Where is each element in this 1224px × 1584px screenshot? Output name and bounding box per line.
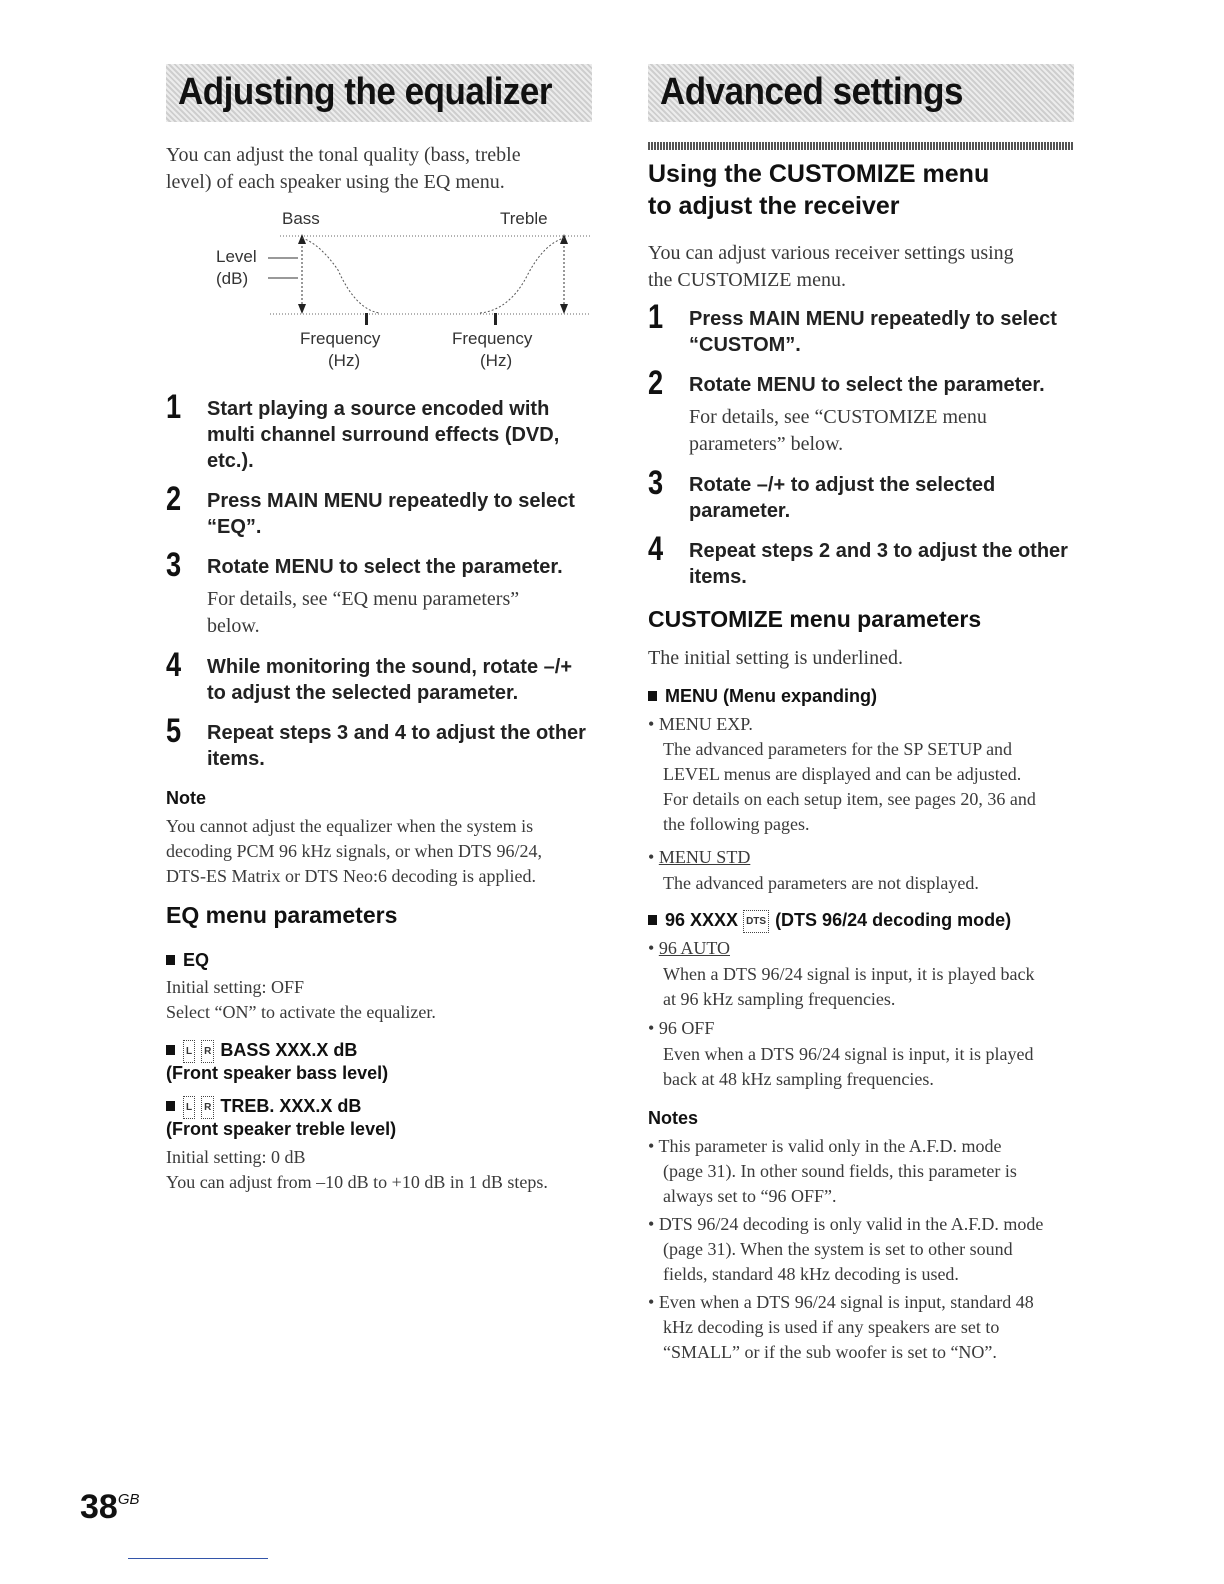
hz-label-2: (Hz) xyxy=(480,351,513,370)
speaker-l-indicator-icon: L xyxy=(183,1096,195,1119)
treble-freq-marker xyxy=(494,313,497,325)
section-banner-equalizer xyxy=(166,64,592,122)
bass-curve xyxy=(302,238,380,313)
level-label: Level xyxy=(216,247,257,266)
bass-freq-marker xyxy=(365,313,368,325)
treble-param-desc: Initial setting: 0 dB You can adjust from –10 dB to +10 dB in 1 dB steps. xyxy=(166,1147,548,1192)
banner-title: Advanced settings xyxy=(660,71,964,113)
step-number: 4 xyxy=(648,530,664,568)
section-banner-advanced xyxy=(648,64,1074,122)
step-number: 5 xyxy=(166,712,182,750)
bullet-square-icon xyxy=(648,691,657,701)
step-number: 3 xyxy=(166,546,182,584)
dotted-rule xyxy=(648,142,1074,150)
speaker-r-indicator-icon: R xyxy=(201,1096,214,1119)
treble-label: Treble xyxy=(500,209,548,228)
step-text: Press MAIN MENU repeatedly to select “EQ”. xyxy=(207,490,575,538)
step-text: Start playing a source encoded with multi channel surround effects (DVD, etc.). xyxy=(207,398,560,472)
note-item: • DTS 96/24 decoding is only valid in the A.F.D. mode (page 31). When the system is set to other sound fields, standard 48 kHz decoding is used. xyxy=(648,1214,1044,1284)
speaker-l-indicator-icon: L xyxy=(183,1040,195,1063)
menu-option-2: • MENU STD xyxy=(648,847,751,867)
step-description: For details, see “EQ menu parameters” below. xyxy=(207,588,520,637)
step-number: 2 xyxy=(648,364,664,402)
step-number: 1 xyxy=(648,298,664,336)
treble-curve xyxy=(480,238,564,313)
dts-option-2: • 96 OFF xyxy=(648,1018,715,1038)
menu-option-2-desc: The advanced parameters are not displayed. xyxy=(663,873,979,893)
note-text: You cannot adjust the equalizer when the system is decoding PCM 96 kHz signals, or when DTS 96/24, DTS-ES Matrix or DTS Neo:6 decoding is applied. xyxy=(166,816,542,886)
eq-curve-diagram xyxy=(210,200,600,376)
note-title: Note xyxy=(166,788,206,808)
footer-rule xyxy=(128,1558,268,1559)
db-label: (dB) xyxy=(216,269,249,288)
bass-param-title: L R BASS XXX.X dB (Front speaker bass level) xyxy=(166,1040,389,1083)
banner-title: Adjusting the equalizer xyxy=(178,71,553,113)
step-description: For details, see “CUSTOMIZE menu parameters” below. xyxy=(689,406,987,455)
frequency-label-2: Frequency xyxy=(452,329,533,348)
bullet-square-icon xyxy=(166,1045,175,1055)
menu-option-1: • MENU EXP. xyxy=(648,714,753,734)
arrow-down-icon xyxy=(298,304,306,314)
menu-param-title: MENU (Menu expanding) xyxy=(648,686,877,707)
note-item: • Even when a DTS 96/24 signal is input, standard 48 kHz decoding is used if any speakers are set to “SMALL” or if the sub woofer is set to “NO”. xyxy=(648,1292,1034,1362)
page-number: $38^{GB}$ xyxy=(80,1488,140,1526)
notes-title: Notes xyxy=(648,1108,699,1128)
params-intro: The initial setting is underlined. xyxy=(648,647,903,669)
step-text: Rotate –/+ to adjust the selected parameter. xyxy=(689,474,996,522)
menu-option-1-desc: The advanced parameters for the SP SETUP and LEVEL menus are displayed and can be adjusted. For details on each setup item, see pages 20, 36 and the following pages. xyxy=(663,739,1036,834)
bullet-square-icon xyxy=(648,915,657,925)
step-number: 4 xyxy=(166,646,182,684)
dts-param-title: 96 XXXX DTS (DTS 96/24 decoding mode) xyxy=(648,910,1011,933)
step-number: 2 xyxy=(166,480,182,518)
step-text: While monitoring the sound, rotate –/+ to adjust the selected parameter. xyxy=(207,656,573,704)
step-number: 1 xyxy=(166,388,182,426)
intro-text: You can adjust the tonal quality (bass, treble level) of each speaker using the EQ menu. xyxy=(166,144,521,193)
eq-param-title: EQ xyxy=(166,950,209,971)
bullet-square-icon xyxy=(166,955,175,965)
customize-intro: You can adjust various receiver settings using the CUSTOMIZE menu. xyxy=(648,242,1014,291)
dts-option-2-desc: Even when a DTS 96/24 signal is input, it is played back at 48 kHz sampling frequencies. xyxy=(663,1044,1034,1089)
step-text: Rotate MENU to select the parameter. xyxy=(207,556,563,578)
step-text: Repeat steps 2 and 3 to adjust the other items. xyxy=(689,540,1068,588)
speaker-r-indicator-icon: R xyxy=(201,1040,214,1063)
step-number: 3 xyxy=(648,464,664,502)
frequency-label-1: Frequency xyxy=(300,329,381,348)
dts-option-1: • 96 AUTO xyxy=(648,938,730,958)
customize-params-heading: CUSTOMIZE menu parameters xyxy=(648,606,982,632)
eq-param-desc: Initial setting: OFF Select “ON” to activate the equalizer. xyxy=(166,977,436,1022)
treble-param-title: L R TREB. XXX.X dB (Front speaker treble level) xyxy=(166,1096,397,1139)
step-text: Repeat steps 3 and 4 to adjust the other items. xyxy=(207,722,586,770)
customize-heading: Using the CUSTOMIZE menu to adjust the receiver xyxy=(648,160,990,220)
step-text: Rotate MENU to select the parameter. xyxy=(689,374,1045,396)
note-item: • This parameter is valid only in the A.F.D. mode (page 31). In other sound fields, this parameter is always set to “96 OFF”. xyxy=(648,1136,1017,1206)
hz-label-1: (Hz) xyxy=(328,351,361,370)
dts-indicator-icon: DTS xyxy=(743,910,769,933)
bullet-square-icon xyxy=(166,1101,175,1111)
dts-option-1-desc: When a DTS 96/24 signal is input, it is played back at 96 kHz sampling frequencies. xyxy=(663,964,1035,1009)
bass-label: Bass xyxy=(282,209,320,228)
eq-params-heading: EQ menu parameters xyxy=(166,902,398,928)
arrow-down-icon xyxy=(560,304,568,314)
step-text: Press MAIN MENU repeatedly to select “CUSTOM”. xyxy=(689,308,1057,356)
